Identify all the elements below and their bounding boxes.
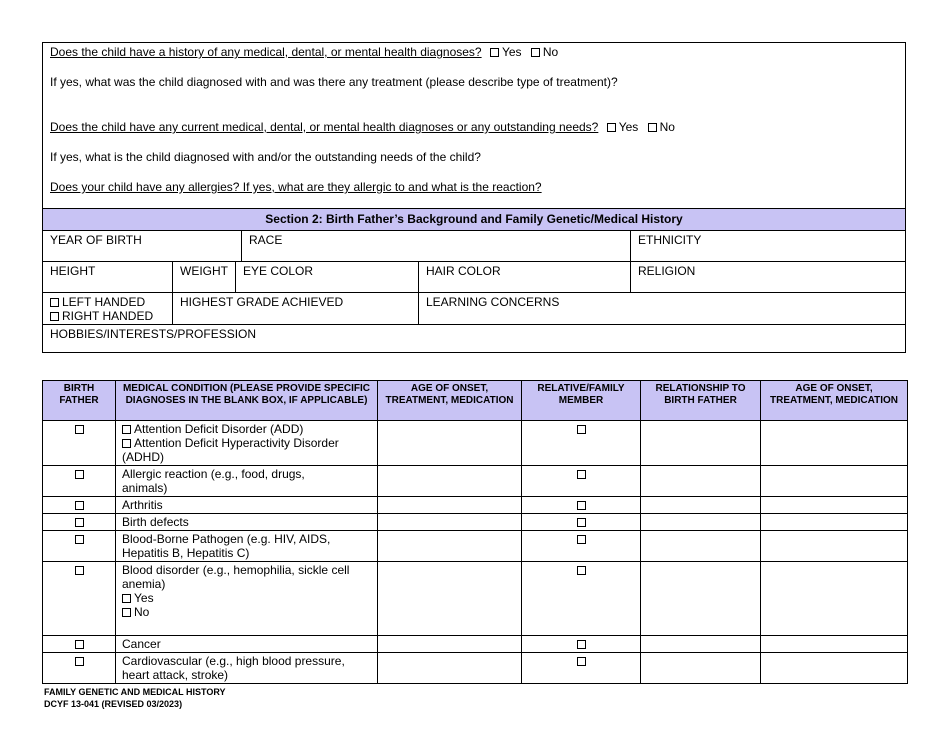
birth-father-cell — [43, 421, 116, 466]
current-no-label: No — [659, 120, 675, 134]
condition-cell — [116, 653, 378, 684]
header-age-onset-2: AGE OF ONSET, TREATMENT, MEDICATION — [761, 381, 908, 421]
table-row — [43, 497, 908, 514]
hobbies-label: HOBBIES/INTERESTS/PROFESSION — [50, 327, 257, 341]
condition-cell — [116, 531, 378, 562]
child-history-box — [42, 42, 906, 353]
birth-father-cell — [43, 466, 116, 497]
adhd-option — [122, 436, 371, 450]
relationship-cell[interactable] — [641, 497, 761, 514]
adhd-checkbox[interactable] — [122, 439, 131, 448]
blood-disorder-yes-option — [122, 591, 371, 605]
relationship-cell[interactable] — [641, 636, 761, 653]
relative-checkbox[interactable] — [577, 470, 586, 479]
relative-age-onset-cell[interactable] — [761, 466, 908, 497]
birth-father-cell — [43, 562, 116, 636]
footer-form-number: DCYF 13-041 (REVISED 03/2023) — [44, 699, 183, 709]
relative-age-onset-cell[interactable] — [761, 653, 908, 684]
condition-line: animals) — [122, 481, 168, 495]
age-onset-cell[interactable] — [378, 531, 522, 562]
table-header-row — [43, 381, 908, 421]
ethnicity-label: ETHNICITY — [638, 233, 702, 247]
condition-line: Attention Deficit Disorder (ADD) — [134, 422, 304, 436]
table-row — [43, 466, 908, 497]
age-onset-cell[interactable] — [378, 636, 522, 653]
question-history-text: Does the child have a history of any medical, dental, or mental health diagnoses? — [50, 45, 482, 59]
height-field[interactable] — [43, 262, 172, 292]
header-birth-father: BIRTH FATHER — [43, 381, 116, 421]
table-row — [43, 421, 908, 466]
learning-concerns-field[interactable] — [418, 293, 905, 324]
relative-cell — [522, 531, 641, 562]
birth-father-cell — [43, 531, 116, 562]
header-age-onset-1: AGE OF ONSET, TREATMENT, MEDICATION — [378, 381, 522, 421]
condition-cell — [116, 636, 378, 653]
relative-age-onset-cell[interactable] — [761, 562, 908, 636]
height-label: HEIGHT — [50, 264, 96, 278]
relationship-cell[interactable] — [641, 466, 761, 497]
condition-cell — [116, 514, 378, 531]
history-no-checkbox[interactable] — [531, 48, 540, 57]
blood-disorder-yes-checkbox[interactable] — [122, 594, 131, 603]
relative-cell — [522, 636, 641, 653]
condition-line: (ADHD) — [122, 450, 164, 464]
question-history-followup: If yes, what was the child diagnosed with and was there any treatment (please describe type of treatment)? — [50, 75, 618, 89]
weight-field[interactable] — [172, 262, 235, 292]
condition-line: Allergic reaction (e.g., food, drugs, — [122, 467, 305, 481]
birth-father-checkbox[interactable] — [75, 657, 84, 666]
ethnicity-field[interactable] — [630, 231, 905, 261]
learning-concerns-label: LEARNING CONCERNS — [426, 295, 560, 309]
condition-line: Cancer — [122, 637, 161, 651]
age-onset-cell[interactable] — [378, 497, 522, 514]
relative-checkbox[interactable] — [577, 535, 586, 544]
relative-checkbox[interactable] — [577, 518, 586, 527]
header-relationship: RELATIONSHIP TO BIRTH FATHER — [641, 381, 761, 421]
relative-age-onset-cell[interactable] — [761, 636, 908, 653]
handedness-field — [43, 293, 172, 324]
condition-cell — [116, 421, 378, 466]
eye-color-label: EYE COLOR — [243, 264, 314, 278]
question-allergies: Does your child have any allergies? If yes, what are they allergic to and what is the reaction? — [50, 180, 542, 194]
religion-label: RELIGION — [638, 264, 696, 278]
relative-checkbox[interactable] — [577, 501, 586, 510]
birth-father-cell — [43, 636, 116, 653]
condition-cell — [116, 466, 378, 497]
relative-cell — [522, 421, 641, 466]
year-of-birth-field[interactable] — [43, 231, 241, 261]
relative-checkbox[interactable] — [577, 657, 586, 666]
birth-father-cell — [43, 497, 116, 514]
section-2-header: Section 2: Birth Father’s Background and Family Genetic/Medical History — [43, 208, 905, 231]
bf-row-3 — [43, 293, 905, 325]
birth-father-checkbox[interactable] — [75, 640, 84, 649]
left-handed-checkbox[interactable] — [50, 298, 59, 307]
hair-color-label: HAIR COLOR — [426, 264, 501, 278]
current-yes-label: Yes — [618, 120, 639, 134]
question-current-diagnoses — [50, 120, 675, 134]
birth-father-checkbox[interactable] — [75, 470, 84, 479]
condition-line: No — [134, 605, 150, 619]
history-no-label: No — [542, 45, 559, 59]
blood-disorder-no-checkbox[interactable] — [122, 608, 131, 617]
bf-row-2 — [43, 262, 905, 293]
race-field[interactable] — [241, 231, 630, 261]
age-onset-cell[interactable] — [378, 514, 522, 531]
relative-checkbox[interactable] — [577, 640, 586, 649]
birth-father-checkbox[interactable] — [75, 501, 84, 510]
relative-age-onset-cell[interactable] — [761, 421, 908, 466]
history-yes-label: Yes — [501, 45, 522, 59]
relationship-cell[interactable] — [641, 421, 761, 466]
bf-row-1 — [43, 231, 905, 262]
birth-father-checkbox[interactable] — [75, 566, 84, 575]
add-checkbox[interactable] — [122, 425, 131, 434]
question-current-followup: If yes, what is the child diagnosed with and/or the outstanding needs of the child? — [50, 150, 481, 164]
relative-age-onset-cell[interactable] — [761, 514, 908, 531]
left-handed-option — [50, 295, 165, 309]
right-handed-label: RIGHT HANDED — [62, 309, 154, 323]
age-onset-cell[interactable] — [378, 466, 522, 497]
religion-field[interactable] — [630, 262, 905, 292]
header-relative-family-member: RELATIVE/FAMILY MEMBER — [522, 381, 641, 421]
birth-father-checkbox[interactable] — [75, 518, 84, 527]
relationship-cell[interactable] — [641, 653, 761, 684]
add-option — [122, 422, 371, 436]
condition-line: Blood disorder (e.g., hemophilia, sickle cell — [122, 563, 350, 577]
highest-grade-label: HIGHEST GRADE ACHIEVED — [180, 295, 344, 309]
race-label: RACE — [249, 233, 283, 247]
birth-father-checkbox[interactable] — [75, 425, 84, 434]
relative-age-onset-cell[interactable] — [761, 531, 908, 562]
condition-line: Hepatitis B, Hepatitis C) — [122, 546, 250, 560]
form-footer — [44, 686, 226, 710]
left-handed-label: LEFT HANDED — [62, 295, 146, 309]
condition-line: Birth defects — [122, 515, 189, 529]
relationship-cell[interactable] — [641, 562, 761, 636]
relative-cell — [522, 562, 641, 636]
birth-father-cell — [43, 514, 116, 531]
relative-cell — [522, 514, 641, 531]
eye-color-field[interactable] — [235, 262, 418, 292]
header-medical-condition: MEDICAL CONDITION (PLEASE PROVIDE SPECIFIC DIAGNOSES IN THE BLANK BOX, IF APPLICABLE) — [116, 381, 378, 421]
condition-cell — [116, 497, 378, 514]
medical-condition-table — [42, 380, 908, 684]
condition-line: Attention Deficit Hyperactivity Disorder — [134, 436, 339, 450]
relative-checkbox[interactable] — [577, 425, 586, 434]
birth-father-checkbox[interactable] — [75, 535, 84, 544]
right-handed-option — [50, 309, 165, 323]
highest-grade-field[interactable] — [172, 293, 418, 324]
table-row — [43, 514, 908, 531]
current-no-checkbox[interactable] — [648, 123, 657, 132]
condition-line: Cardiovascular (e.g., high blood pressure, — [122, 654, 345, 668]
condition-cell — [116, 562, 378, 636]
condition-line: Yes — [134, 591, 154, 605]
age-onset-cell[interactable] — [378, 653, 522, 684]
hair-color-field[interactable] — [418, 262, 630, 292]
condition-line: Arthritis — [122, 498, 163, 512]
footer-form-title: FAMILY GENETIC AND MEDICAL HISTORY — [44, 687, 226, 697]
table-row — [43, 653, 908, 684]
condition-line: heart attack, stroke) — [122, 668, 229, 682]
table-row — [43, 531, 908, 562]
birth-father-cell — [43, 653, 116, 684]
hobbies-field[interactable] — [43, 325, 905, 352]
age-onset-cell[interactable] — [378, 562, 522, 636]
table-row — [43, 562, 908, 636]
current-yes-checkbox[interactable] — [607, 123, 616, 132]
blood-disorder-no-option — [122, 605, 371, 619]
weight-label: WEIGHT — [180, 264, 228, 278]
condition-line: Blood-Borne Pathogen (e.g. HIV, AIDS, — [122, 532, 331, 546]
bf-row-4 — [43, 325, 905, 352]
question-history-diagnoses — [50, 45, 558, 59]
year-of-birth-label: YEAR OF BIRTH — [50, 233, 142, 247]
question-current-text: Does the child have any current medical, dental, or mental health diagnoses or any outstanding needs? — [50, 120, 599, 134]
relationship-cell[interactable] — [641, 514, 761, 531]
history-yes-checkbox[interactable] — [490, 48, 499, 57]
age-onset-cell[interactable] — [378, 421, 522, 466]
table-row — [43, 636, 908, 653]
condition-line: anemia) — [122, 577, 166, 591]
relative-checkbox[interactable] — [577, 566, 586, 575]
relative-cell — [522, 653, 641, 684]
relative-age-onset-cell[interactable] — [761, 497, 908, 514]
relationship-cell[interactable] — [641, 531, 761, 562]
relative-cell — [522, 466, 641, 497]
relative-cell — [522, 497, 641, 514]
right-handed-checkbox[interactable] — [50, 312, 59, 321]
